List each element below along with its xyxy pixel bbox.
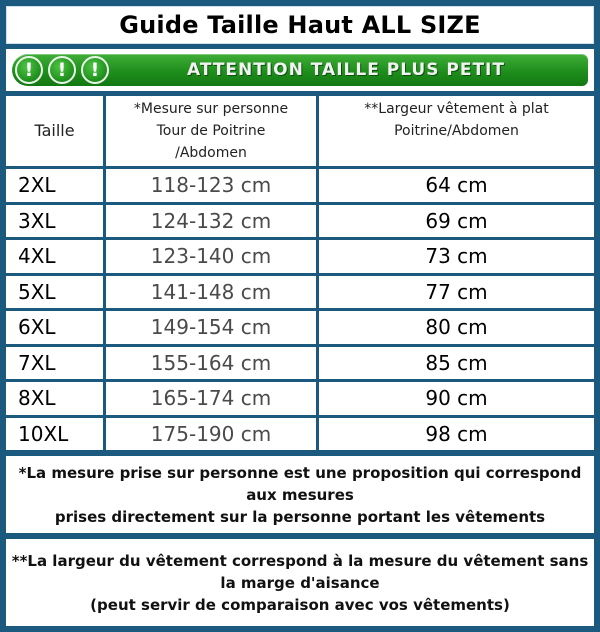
- cell-mesure: 175-190 cm: [106, 418, 319, 454]
- header-mesure-line: Tour de Poitrine: [156, 123, 266, 139]
- note-line: *La mesure prise sur personne est une proposition qui correspond: [18, 463, 582, 482]
- table-row: [6, 418, 594, 454]
- page-title: Guide Taille Haut ALL SIZE: [6, 6, 594, 44]
- header-mesure-line: *Mesure sur personne: [133, 101, 289, 117]
- cell-largeur: 64 cm: [319, 169, 594, 205]
- exclamation-icon: !: [15, 56, 43, 84]
- note-line: prises directement sur la personne portant les vêtements: [54, 507, 546, 526]
- cell-taille: 3XL: [6, 205, 106, 241]
- header-mesure-line: /Abdomen: [175, 145, 247, 161]
- table-header-row: [6, 96, 594, 169]
- cell-largeur: 98 cm: [319, 418, 594, 454]
- table-row: [6, 347, 594, 383]
- header-mesure: [106, 96, 319, 169]
- warning-text: ATTENTION TAILLE PLUS PETIT: [187, 60, 505, 80]
- cell-mesure: 165-174 cm: [106, 382, 319, 418]
- header-taille: [6, 96, 106, 169]
- header-largeur-line: **Largeur vêtement à plat: [364, 101, 549, 117]
- cell-taille: 10XL: [6, 418, 106, 454]
- header-largeur-line: Poitrine/Abdomen: [394, 123, 519, 139]
- cell-largeur: 80 cm: [319, 311, 594, 347]
- note-mesure: [6, 456, 594, 533]
- table-row: [6, 311, 594, 347]
- cell-largeur: 85 cm: [319, 347, 594, 383]
- cell-taille: 8XL: [6, 382, 106, 418]
- cell-mesure: 124-132 cm: [106, 205, 319, 241]
- note-line: **La largeur du vêtement correspond à la mesure du vêtement sans: [11, 551, 589, 570]
- exclamation-icon: !: [48, 56, 76, 84]
- cell-taille: 2XL: [6, 169, 106, 205]
- cell-mesure: 155-164 cm: [106, 347, 319, 383]
- cell-taille: 5XL: [6, 276, 106, 312]
- table-row: [6, 382, 594, 418]
- note-largeur: [6, 539, 594, 626]
- table-row: [6, 240, 594, 276]
- exclamation-icon: !: [81, 56, 109, 84]
- cell-largeur: 69 cm: [319, 205, 594, 241]
- cell-mesure: 141-148 cm: [106, 276, 319, 312]
- warning-banner-bar: [12, 54, 588, 86]
- header-largeur: [319, 96, 594, 169]
- note-line: la marge d'aisance: [220, 573, 380, 592]
- header-taille-label: Taille: [34, 121, 75, 140]
- cell-taille: 6XL: [6, 311, 106, 347]
- cell-largeur: 73 cm: [319, 240, 594, 276]
- table-row: [6, 276, 594, 312]
- cell-mesure: 123-140 cm: [106, 240, 319, 276]
- warning-icons: [12, 56, 114, 84]
- table-row: [6, 169, 594, 205]
- cell-mesure: 118-123 cm: [106, 169, 319, 205]
- note-line: (peut servir de comparaison avec vos vêtements): [90, 595, 510, 614]
- cell-taille: 4XL: [6, 240, 106, 276]
- cell-largeur: 77 cm: [319, 276, 594, 312]
- warning-banner: [6, 49, 594, 91]
- cell-mesure: 149-154 cm: [106, 311, 319, 347]
- size-table: [6, 96, 594, 453]
- table-row: [6, 205, 594, 241]
- cell-largeur: 90 cm: [319, 382, 594, 418]
- note-line: aux mesures: [246, 485, 354, 504]
- cell-taille: 7XL: [6, 347, 106, 383]
